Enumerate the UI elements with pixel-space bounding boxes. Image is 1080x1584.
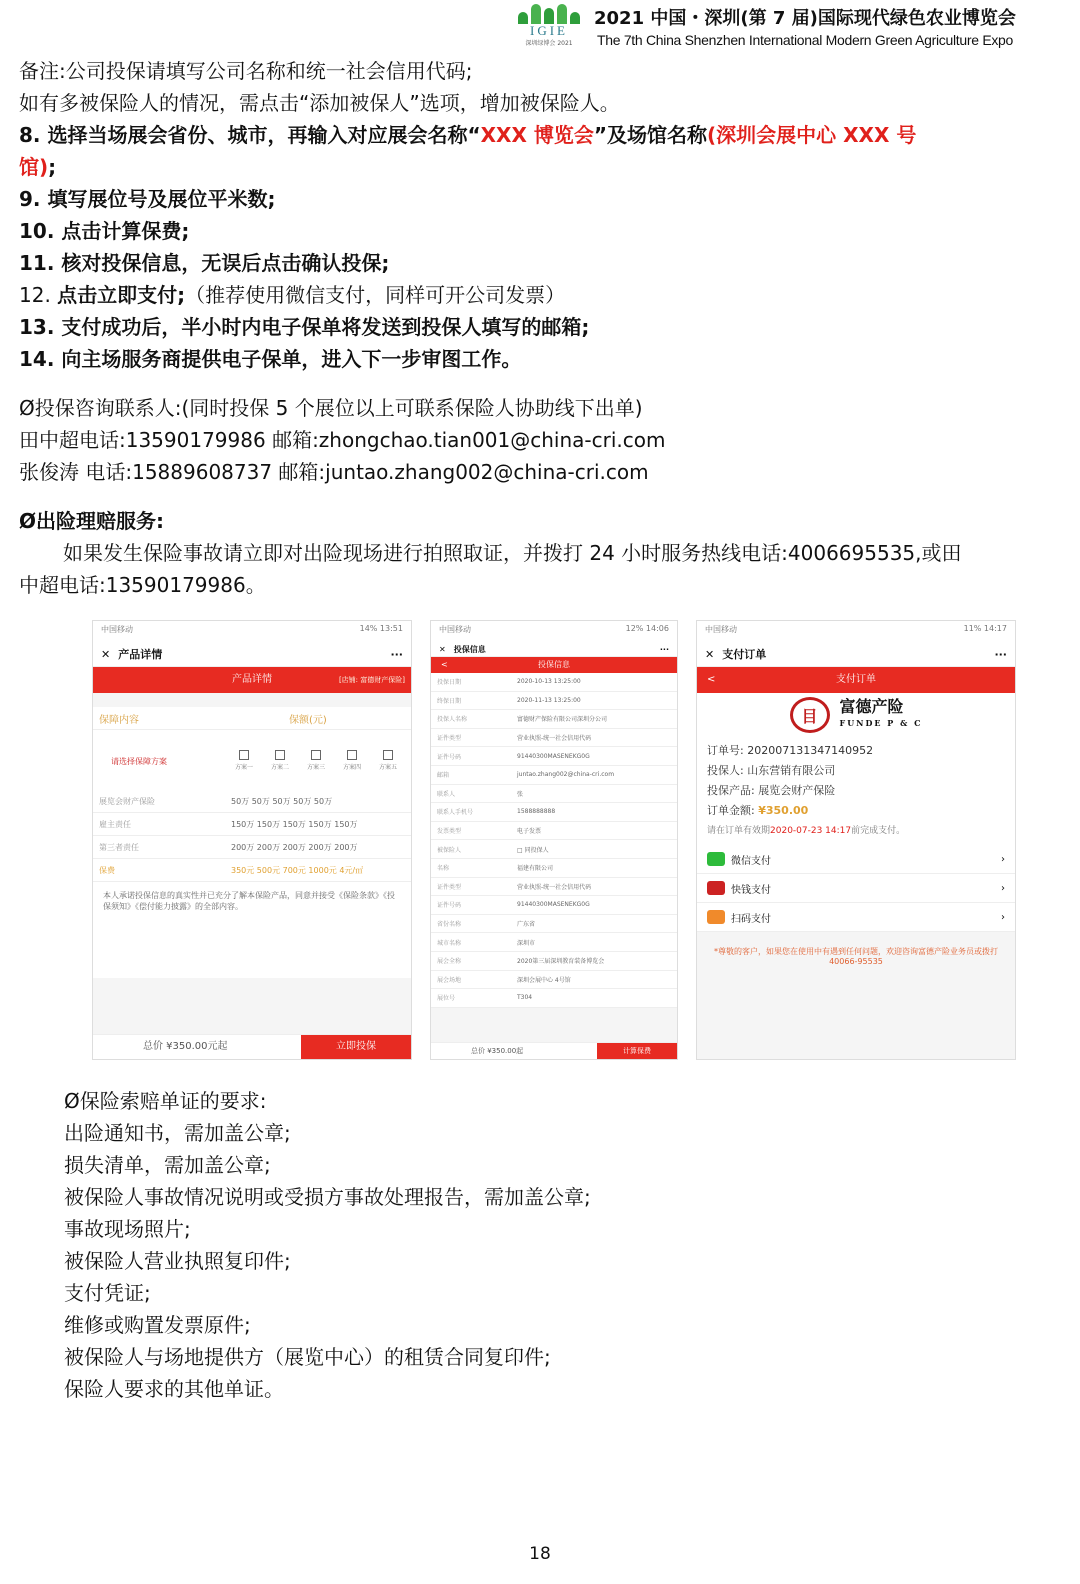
contact-title: Ø投保咨询联系人:(同时投保 5 个展位以上可联系保险人协助线下出单)	[19, 396, 643, 420]
consent-text: 本人承诺投保信息的真实性并已充分了解本保险产品，同意并接受《保险条款》《投保须知》《偿付能力披露》的全部内容。	[93, 882, 411, 978]
step-13: 13. 支付成功后，半小时内电子保单将发送到投保人填写的邮箱;	[19, 315, 590, 339]
form-row: 展会场地 深圳会展中心 4号馆	[431, 971, 677, 990]
page-number: 18	[529, 1544, 551, 1564]
claim-paragraph-2: 中超电话:13590179986。	[19, 573, 266, 597]
chevron-right-icon: ›	[1001, 853, 1005, 865]
form-row: 被保险人 □ 同投保人	[431, 840, 677, 859]
form-row: 城市名称 深圳市	[431, 933, 677, 952]
form-row: 联系人手机号 1588888888	[431, 803, 677, 822]
requirement-item: 事故现场照片;	[64, 1217, 191, 1241]
expo-logo: IGIE 深圳绿博会 2021	[514, 2, 584, 48]
form-row: 展会全称 2020第三届深圳教育装备博览会	[431, 952, 677, 971]
step-8: 8. 选择当场展会省份、城市，再输入对应展会名称“XXX 博览会”及场馆名称(深圳会展中心 XXX 号	[19, 123, 917, 147]
form-row: 邮箱 juntao.zhang002@china-cri.com	[431, 766, 677, 785]
form-row: 展位号 T304	[431, 989, 677, 1008]
requirement-item: 支付凭证;	[64, 1281, 151, 1305]
form-row: 证件号码 91440300MASENEKG0G	[431, 747, 677, 766]
header-title-en: The 7th China Shenzhen International Modern Green Agriculture Expo	[597, 32, 1014, 48]
step-8-cont: 馆);	[19, 155, 57, 179]
requirement-item: 保险人要求的其他单证。	[64, 1377, 284, 1401]
back-icon[interactable]: <	[707, 674, 716, 685]
wechat-icon	[707, 852, 725, 866]
payment-order-screenshot: 中国移动 11% 14:17 ✕ 支付订单 ··· < 支付订单 目 富德产险 FUNDE P & C 订单号: 202007131347140952 投保人: 山东营销有限公司 投保产品: 展览会财产保险 订单金额: ¥350.00 请在订单有效期2020-07-23 14:17前完成支付。 微信支付 › 快钱支付 › 扫码支付 › *尊敬的客户，如果您在使用中有遇到任何问题，欢迎咨询富德产险业务员或拨打40066-95535	[696, 620, 1016, 1060]
form-row: 省份名称 广东省	[431, 915, 677, 934]
requirement-item: 被保险人营业执照复印件;	[64, 1249, 291, 1273]
scan-icon	[707, 910, 725, 924]
insurance-info-screenshot: 中国移动 12% 14:06 ✕ 投保信息 ··· < 投保信息 投保日期 2020-10-13 13:25:00 终保日期 2020-11-13 13:25:00 投保人名称 富德财产保险有限公司深圳分公司 证件类型 营业执照-统一社会信用代码 证件号码 91440300MASENEKG0G 邮箱 juntao.zhang002@china-cri.com 联系人 张 联系人手机号 1588888888 发票类型 电子发票 被保险人 □ 同投保人 名称 福建有限公司 证件类型 营业执照-统一社会信用代码 证件号码 91440300MASENEKG0G 省份名称 广东省 城市名称 深圳市 展会全称 2020第三届深圳教育装备博览会 展会场地 深圳会展中心 4号馆 展位号 T304 总价 ¥350.00起 计算保费	[430, 620, 678, 1060]
step-11: 11. 核对投保信息，无误后点击确认投保;	[19, 251, 390, 275]
requirement-item: 维修或购置发票原件;	[64, 1313, 251, 1337]
product-detail-screenshot: 中国移动 14% 13:51 ✕ 产品详情 ··· 产品详情 [店铺: 富德财产保险] 保障内容 保额(元) 请选择保障方案 方案一 方案二 方案三 方案四 方案五 展览会财产保险 50万 50万 50万 50万 50万 雇主责任 150万 150万 150万 150万 150万 第三者责任 200万 200万 200万 200万 200万 保费 350元 500元 700元 1000元 4元/㎡ 本人承诺投保信息的真实性并已充分了解本保险产品，同意并接受《保险条款》《投保须知》《偿付能力披露》的全部内容。 总价 ¥350.00元起 立即投保	[92, 620, 412, 1060]
more-icon[interactable]: ···	[390, 647, 403, 661]
form-row: 证件类型 营业执照-统一社会信用代码	[431, 878, 677, 897]
funde-logo: 目 富德产险 FUNDE P & C	[697, 693, 1015, 737]
service-notice: *尊敬的客户，如果您在使用中有遇到任何问题，欢迎咨询富德产险业务员或拨打40066-95535	[714, 947, 998, 966]
insure-now-button[interactable]: 立即投保	[301, 1035, 411, 1059]
step-10: 10. 点击计算保费;	[19, 219, 190, 243]
form-row: 证件号码 91440300MASENEKG0G	[431, 896, 677, 915]
contact-zhang: 张俊涛 电话:15889608737 邮箱:juntao.zhang002@china-cri.com	[19, 460, 649, 484]
calc-premium-button[interactable]: 计算保费	[597, 1043, 677, 1059]
requirement-item: 被保险人事故情况说明或受损方事故处理报告，需加盖公章;	[64, 1185, 591, 1209]
close-icon[interactable]: ✕	[705, 647, 715, 661]
back-icon[interactable]: <	[441, 660, 448, 669]
requirements-title: Ø保险索赔单证的要求:	[64, 1089, 267, 1113]
kuaiqian-icon	[707, 881, 725, 895]
form-row: 投保日期 2020-10-13 13:25:00	[431, 673, 677, 692]
header-title-cn: 2021 中国・深圳(第 7 届)国际现代绿色农业博览会	[594, 8, 1016, 29]
note-line-1: 备注:公司投保请填写公司名称和统一社会信用代码;	[19, 59, 473, 83]
requirement-item: 出险通知书，需加盖公章;	[64, 1121, 291, 1145]
chevron-right-icon: ›	[1001, 911, 1005, 923]
step-14: 14. 向主场服务商提供电子保单，进入下一步审图工作。	[19, 347, 522, 371]
requirement-item: 被保险人与场地提供方（展览中心）的租赁合同复印件;	[64, 1345, 551, 1369]
requirement-item: 损失清单，需加盖公章;	[64, 1153, 271, 1177]
close-icon[interactable]: ✕	[439, 644, 446, 654]
kuaiqian-pay-option[interactable]: 快钱支付 ›	[697, 874, 1015, 903]
form-row: 发票类型 电子发票	[431, 822, 677, 841]
form-row: 投保人名称 富德财产保险有限公司深圳分公司	[431, 710, 677, 729]
form-row: 名称 福建有限公司	[431, 859, 677, 878]
form-row: 联系人 张	[431, 785, 677, 804]
wechat-pay-option[interactable]: 微信支付 ›	[697, 845, 1015, 874]
screenshot-strip	[92, 620, 1014, 1060]
close-icon[interactable]: ✕	[101, 647, 111, 661]
chevron-right-icon: ›	[1001, 882, 1005, 894]
step-12: 12. 点击立即支付;（推荐使用微信支付，同样可开公司发票）	[19, 283, 566, 307]
form-row: 终保日期 2020-11-13 13:25:00	[431, 692, 677, 711]
claim-paragraph-1: 如果发生保险事故请立即对出险现场进行拍照取证，并拨打 24 小时服务热线电话:4006695535,或田	[63, 541, 962, 565]
page-header	[0, 0, 1080, 54]
scan-pay-option[interactable]: 扫码支付 ›	[697, 903, 1015, 932]
leaf-icon	[514, 2, 584, 24]
step-9: 9. 填写展位号及展位平米数;	[19, 187, 276, 211]
form-row: 证件类型 营业执照-统一社会信用代码	[431, 729, 677, 748]
claim-title: Ø出险理赔服务:	[19, 509, 164, 533]
contact-tian: 田中超电话:13590179986 邮箱:zhongchao.tian001@china-cri.com	[19, 428, 666, 452]
note-line-2: 如有多被保险人的情况，需点击“添加被保人”选项，增加被保险人。	[19, 91, 620, 115]
